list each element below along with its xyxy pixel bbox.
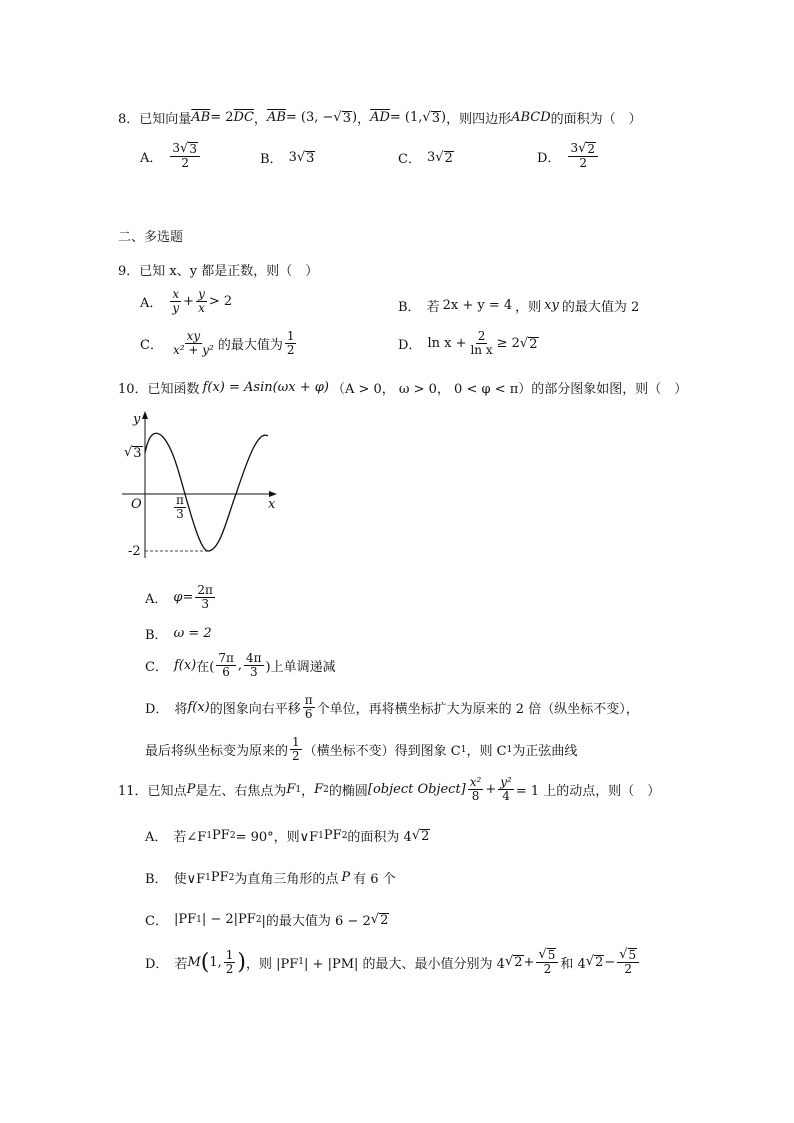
option-label: B．	[398, 300, 421, 315]
q11-d-and: 和 4	[560, 956, 586, 972]
q10-c-comma: ,	[237, 658, 242, 673]
option-label: C．	[145, 914, 168, 929]
q8-vec-ad: $\overline{AD}$	[370, 110, 390, 125]
option-label: B．	[145, 872, 168, 887]
q10-a-phi: φ=	[173, 590, 194, 605]
q11-stem2: 是左、右焦点为	[195, 784, 287, 799]
q11-c-sqrt: √ 2	[370, 911, 389, 928]
q9-a-frac1: $\frac{x}{y}$	[172, 287, 180, 315]
q11-d-plus: +	[523, 954, 535, 970]
q11-f2: F	[314, 782, 324, 797]
q11-number: 11．	[118, 784, 148, 799]
q8-sep2: ，	[357, 112, 371, 127]
q11-d-sqrt1: √ 2	[504, 954, 523, 970]
q10-d-half: $\frac{1}{2}$	[292, 735, 300, 763]
q11-c-t1: |PF	[173, 912, 197, 927]
q8-c-sqrt: √ 2	[435, 149, 453, 166]
q8-sqrt3: √ 3	[333, 109, 351, 126]
q10-a-frac: $\frac{2\pi}{3}$	[197, 583, 213, 611]
q8-sep1: ，	[253, 112, 267, 127]
q8-option-a[interactable]	[140, 142, 202, 170]
q8-c-coef: 3	[426, 150, 436, 165]
q10-b-text: ω = 2	[173, 626, 212, 641]
plus: +	[485, 782, 497, 797]
option-label: A．	[140, 150, 163, 166]
q10-d-sub2: 1	[506, 744, 513, 755]
q11-d-sqrt2: √ 2	[585, 954, 604, 970]
q9-b-xy: xy	[544, 298, 559, 313]
q11-c: [object Object]	[367, 782, 466, 797]
q10-d-l1b: 的图象向右平移	[209, 702, 301, 717]
q11-b-p: P	[341, 870, 351, 885]
y-axis-arrow	[142, 411, 148, 419]
sine-curve	[145, 433, 268, 551]
q11-d-minus: −	[604, 954, 616, 970]
q10-func: f(x) = Asin(ωx + φ)	[202, 380, 329, 395]
q11-c-t3: |的最大值为 6 − 2	[261, 914, 371, 929]
q9-d-lnx: ln x +	[427, 336, 467, 351]
q8-vec-dc: $\overline{DC}$	[233, 110, 254, 125]
q10-stem1: 已知函数	[147, 382, 200, 397]
q11-d-m: M	[187, 954, 201, 970]
q11-stem	[118, 776, 660, 803]
q8-ad-val: = (1,	[389, 110, 423, 125]
q8-ab-val: = (3, −	[285, 110, 334, 125]
q10-c-frac2: $\frac{4\pi}{3}$	[246, 651, 262, 679]
q9-option-a[interactable]	[140, 288, 232, 315]
q10-option-a[interactable]	[145, 584, 217, 611]
q9-b-t2: ，则	[515, 300, 542, 315]
graph-pi3-label: $\frac{\pi}{3}$	[176, 493, 184, 521]
q10-c-fx: f(x)	[173, 658, 197, 673]
q10-d-fx: f(x)	[187, 700, 210, 715]
q9-d-frac: $\frac{2}{\text{ln x}}$	[470, 329, 493, 357]
q11-b-t2: PF	[210, 870, 229, 885]
q11-stem4: = 1 上的动点，则（ ）	[515, 784, 661, 799]
q10-option-d-line2	[145, 736, 577, 763]
option-label: D．	[145, 956, 169, 972]
q8-d-frac: 3 √ 2 2	[568, 142, 598, 170]
q10-d-sub1: 1	[460, 744, 467, 755]
q8-a-frac: 3 √ 3 2	[170, 142, 200, 170]
option-label: C．	[145, 660, 168, 675]
option-label: B．	[145, 628, 168, 643]
q10-stem	[118, 378, 687, 397]
q11-d-t1: 若	[174, 956, 188, 972]
graph-neg2-label: -2	[128, 544, 141, 559]
q10-d-l2a: 最后将纵坐标变为原来的	[145, 744, 289, 759]
q8-stem	[118, 108, 642, 127]
q11-a-sqrt: √ 2	[411, 827, 430, 844]
q11-option-a[interactable]: A． 若∠F 1 PF 2 = 90°，则∨F 1 PF 2 的面积为 4 √ 2	[145, 827, 430, 845]
q11-d-t2: ，则 |PF	[246, 956, 299, 972]
q8-close2: )	[440, 110, 447, 125]
q9-number: 9．	[118, 264, 140, 279]
q10-c-in: 在(	[196, 660, 215, 675]
q11-b-t4: 有 6 个	[353, 872, 396, 887]
q11-d-mn: 1	[209, 954, 218, 970]
q8-number: 8．	[118, 112, 140, 127]
q10-d-l1c: 个单位，再将横坐标扩大为原来的 2 倍（纵坐标不变），	[316, 702, 639, 717]
q10-c-frac1: $\frac{7\pi}{6}$	[218, 651, 234, 679]
q11-a-t5: 的面积为 4	[347, 830, 412, 845]
q11-stem1: 已知点	[147, 784, 187, 799]
q9-b-t1: 若	[426, 300, 440, 315]
q11-d-frac1: √ 5 2	[536, 948, 558, 976]
q9-a-rel: > 2	[208, 294, 233, 309]
graph-origin: O	[131, 497, 142, 512]
q8-tail2: 的面积为（ ）	[550, 112, 642, 127]
q11-b-t3: 为直角三角形的点	[234, 872, 339, 887]
q8-vec-ab: $\overline{AB}$	[191, 110, 211, 125]
q9-d-sqrt: √ 2	[519, 335, 538, 352]
q11-frac1: $\frac{\text{x²}}{8}$	[469, 775, 482, 803]
q11-a-t2: PF	[212, 828, 230, 843]
q9-b-t3: 的最大值为 2	[561, 300, 640, 315]
graph-y-label: y	[133, 412, 141, 427]
q10-c-tail: )上单调递减	[265, 660, 336, 675]
q9-c-frac: $\frac{xy}{\text{x² + y²}}$	[172, 329, 214, 357]
q10-d-frac: $\frac{\pi}{6}$	[304, 693, 313, 721]
q10-d-l1a: 将	[174, 702, 188, 717]
graph-sqrt3-label: √ 3	[124, 445, 142, 461]
q11-d-frac2: √ 5 2	[617, 948, 639, 976]
q10-option-d[interactable]	[145, 694, 639, 721]
q8-prefix: 已知向量	[139, 112, 192, 127]
q10-d-l2d: 为正弦曲线	[512, 744, 578, 759]
q11-p: P	[186, 782, 196, 797]
q8-tail: ，则四边形	[446, 112, 512, 127]
q8-option-d[interactable]	[537, 142, 600, 170]
q11-a-t1: 若∠F	[173, 830, 207, 845]
q9-b-eq: 2x + y = 4	[442, 298, 513, 313]
plus: +	[183, 294, 195, 309]
section-title: 二、多选题	[118, 230, 184, 245]
q9-a-frac2: $\frac{y}{x}$	[198, 287, 205, 315]
q11-d-t3: | + |PM| 的最大、最小值分别为 4	[304, 956, 505, 972]
q8-option-b[interactable]	[260, 148, 315, 167]
q11-frac2: $\frac{\text{y²}}{4}$	[500, 775, 512, 803]
option-label: C．	[398, 152, 421, 167]
q11-option-b[interactable]: B． 使∨F 1 PF 2 为直角三角形的点 P 有 6 个	[145, 870, 396, 887]
graph-x-label: x	[268, 497, 276, 512]
q9-stem-text: 已知 x、y 都是正数，则（ ）	[139, 264, 319, 279]
q8-sqrt3b: √ 3	[422, 109, 440, 126]
q10-option-c[interactable]	[145, 652, 336, 679]
q8-option-c[interactable]	[398, 148, 454, 167]
option-label: A．	[145, 592, 168, 607]
q8-vec-ab2: $\overline{AB}$	[266, 110, 286, 125]
q8-eq: = 2	[210, 110, 234, 125]
option-label: D．	[537, 150, 561, 166]
q8-abcd: ABCD	[511, 110, 551, 125]
q11-c-t2: | − 2|PF	[201, 912, 256, 927]
q11-d-mfrac: $\frac{1}{2}$	[225, 947, 234, 976]
q11-f1: F	[286, 782, 296, 797]
q9-c-text: 的最大值为	[217, 338, 283, 353]
option-label: A．	[145, 830, 168, 845]
q8-b-coef: 3	[288, 150, 297, 165]
q9-option-c[interactable]	[140, 330, 298, 357]
q9-stem	[118, 260, 318, 279]
option-label: D．	[145, 702, 169, 717]
q11-stem3: 的椭圆	[328, 784, 368, 799]
q11-option-d[interactable]: D． 若 M ( 1 , $\frac{1}{2}$ ) ，则 |PF 1 | + |PM| 的最大、最小值分别为 4 √ 2 + √ 5 2 和 4 √ 2 − √ 5 2	[145, 948, 641, 976]
option-label: D．	[398, 338, 422, 353]
q10-d-l2b: （横坐标不变）得到图象 C	[303, 744, 461, 759]
option-label: A．	[140, 296, 163, 311]
q10-number: 10．	[118, 382, 148, 397]
option-label: C．	[140, 338, 163, 353]
q8-b-sqrt: √ 3	[296, 149, 315, 166]
option-label: B．	[260, 152, 283, 167]
q11-s2: 2	[323, 784, 329, 795]
q9-option-b[interactable]	[398, 296, 639, 315]
q10-option-b[interactable]	[145, 624, 212, 643]
q9-d-rel: ≥ 2	[496, 336, 520, 351]
q11-sep: ，	[301, 784, 315, 799]
q8-close: )	[352, 110, 358, 125]
q11-a-t4: PF	[323, 828, 342, 843]
q10-d-l2c: ，则 C	[466, 744, 507, 759]
q11-option-c[interactable]: C． |PF 1 | − 2|PF 2 |的最大值为 6 − 2 √ 2	[145, 911, 389, 929]
q11-s1: 1	[295, 784, 302, 795]
q9-option-d[interactable]	[398, 330, 539, 357]
q9-c-val: $\frac{1}{2}$	[286, 329, 295, 357]
q11-a-t3: = 90°，则∨F	[235, 830, 319, 845]
q11-b-t1: 使∨F	[173, 872, 206, 887]
q10-cond: （A > 0， ω > 0， 0 < φ < π）的部分图象如图，则（ ）	[331, 382, 688, 397]
